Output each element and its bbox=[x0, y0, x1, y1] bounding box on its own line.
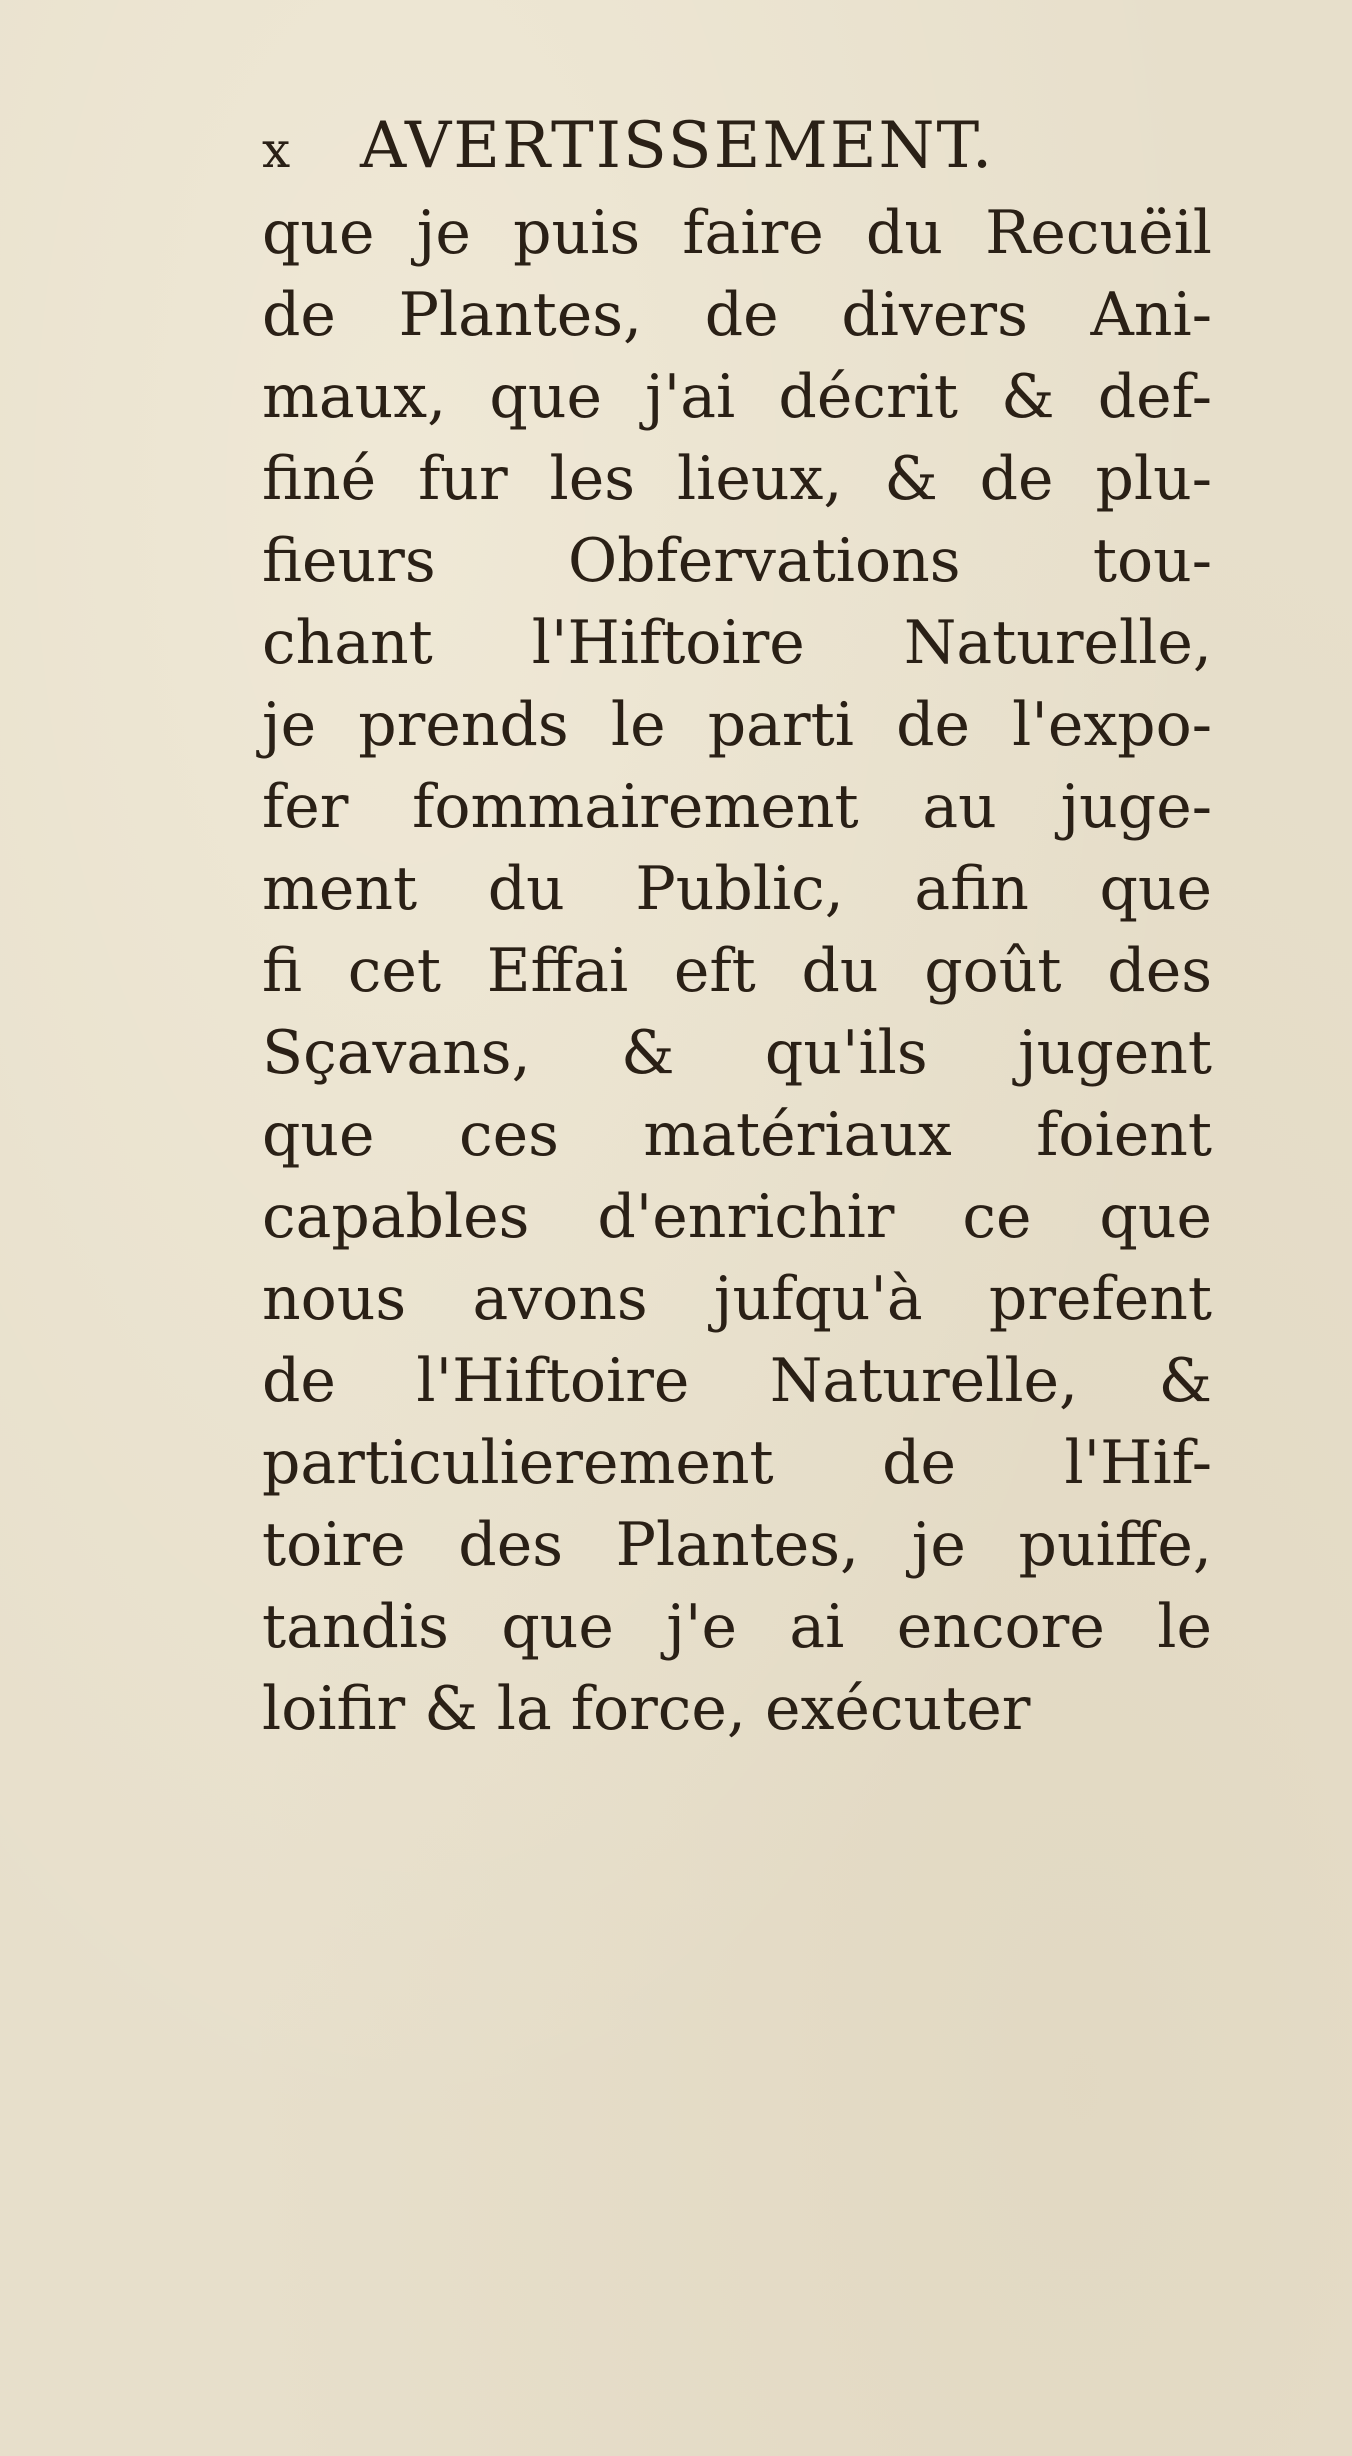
text-line: chant l'Hiftoire Naturelle, bbox=[262, 608, 1212, 678]
text-line: que ces matériaux foient bbox=[262, 1100, 1212, 1170]
text-line: tandis que j'e ai encore le bbox=[262, 1592, 1212, 1662]
text-line: fi cet Effai eft du goût des bbox=[262, 936, 1212, 1006]
text-line: loifir & la force, exécuter bbox=[262, 1674, 1031, 1744]
text-line: que je puis faire du Recuëil bbox=[262, 198, 1212, 268]
running-head bbox=[262, 100, 1212, 192]
text-line: ment du Public, afin que bbox=[262, 854, 1212, 924]
running-head-title: AVERTISSEMENT. bbox=[360, 109, 995, 183]
text-line: fer fommairement au juge- bbox=[262, 772, 1212, 842]
text-line: je prends le parti de l'expo- bbox=[262, 690, 1212, 760]
text-line: finé fur les lieux, & de plu- bbox=[262, 444, 1212, 514]
page-text-block bbox=[262, 100, 1212, 1750]
text-line: fieurs Obfervations tou- bbox=[262, 526, 1212, 596]
text-line: maux, que j'ai décrit & def- bbox=[262, 362, 1212, 432]
page-folio: x bbox=[262, 121, 293, 179]
text-line: capables d'enrichir ce que bbox=[262, 1182, 1212, 1252]
text-line: de l'Hiftoire Naturelle, & bbox=[262, 1346, 1212, 1416]
text-line: particulierement de l'Hif- bbox=[262, 1428, 1212, 1498]
text-line: Sçavans, & qu'ils jugent bbox=[262, 1018, 1212, 1088]
text-line: de Plantes, de divers Ani- bbox=[262, 280, 1212, 350]
body-text bbox=[262, 192, 1212, 1750]
text-line: nous avons jufqu'à prefent bbox=[262, 1264, 1212, 1334]
text-line: toire des Plantes, je puiffe, bbox=[262, 1510, 1212, 1580]
